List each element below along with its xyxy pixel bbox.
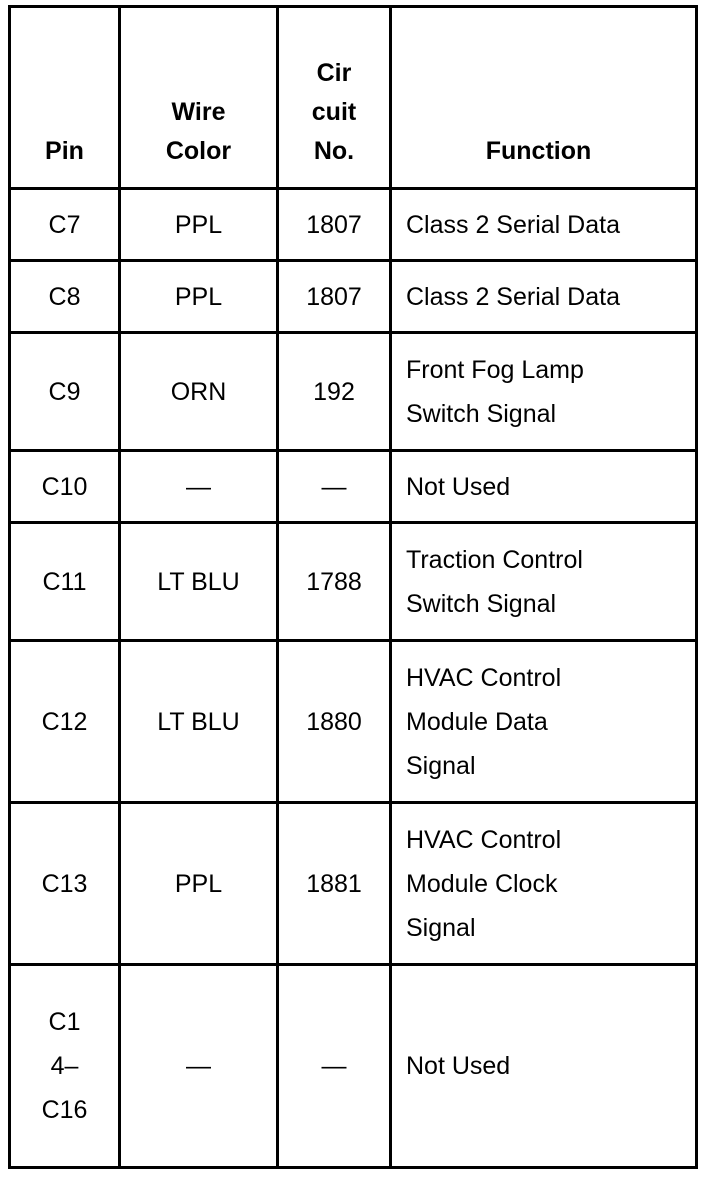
wire-color-cell: [120, 965, 278, 1168]
circuit-cell: [278, 333, 391, 451]
wire-color-cell: [120, 189, 278, 261]
table-row: [10, 965, 697, 1168]
circuit-value: 1807: [306, 210, 362, 239]
circuit-value: 1807: [306, 282, 362, 311]
header-function: [391, 7, 697, 189]
function-line: Traction Control: [406, 545, 583, 574]
circuit-value: 1880: [306, 707, 362, 736]
circuit-cell: [278, 261, 391, 333]
circuit-value: —: [321, 1052, 347, 1080]
circuit-value: 1788: [306, 567, 362, 596]
wire-color-cell: [120, 641, 278, 803]
pin-cell: [10, 965, 120, 1168]
pin-cell: [10, 451, 120, 523]
wire-color-cell: [120, 333, 278, 451]
wire-color-value: —: [186, 472, 211, 501]
table-row: [10, 451, 697, 523]
circuit-value: 1881: [306, 869, 362, 898]
circuit-cell: [278, 641, 391, 803]
header-circuit-no-line: cuit: [311, 98, 357, 126]
function-line: Class 2 Serial Data: [406, 210, 620, 239]
header-wire-color-line: Color: [165, 137, 232, 165]
function-line: Switch Signal: [406, 399, 557, 428]
circuit-value: —: [321, 472, 347, 501]
wire-color-cell: [120, 523, 278, 641]
function-line: Signal: [406, 913, 476, 942]
pin-cell: [10, 261, 120, 333]
table-row: [10, 189, 697, 261]
wire-color-value: —: [186, 1052, 211, 1080]
function-cell: [391, 189, 697, 261]
pin-value-line: 4–: [50, 1052, 79, 1080]
pin-value: C12: [41, 707, 88, 736]
function-line: Module Clock: [406, 869, 558, 898]
circuit-cell: [278, 965, 391, 1168]
wire-color-value: PPL: [174, 210, 223, 239]
wire-color-value: PPL: [174, 869, 223, 898]
pin-cell: [10, 189, 120, 261]
table-row: [10, 261, 697, 333]
pin-value-line: C16: [41, 1096, 88, 1124]
wire-color-value: PPL: [174, 282, 223, 311]
pin-cell: [10, 641, 120, 803]
pin-value: C10: [41, 472, 88, 501]
circuit-cell: [278, 803, 391, 965]
function-line: Module Data: [406, 707, 548, 736]
pin-cell: [10, 523, 120, 641]
pin-value: C11: [42, 567, 87, 596]
function-cell: [391, 261, 697, 333]
function-line: HVAC Control: [406, 663, 562, 692]
function-line: Signal: [406, 751, 476, 780]
header-pin-label: Pin: [45, 137, 84, 165]
function-line: Front Fog Lamp: [406, 355, 584, 384]
wire-color-cell: [120, 451, 278, 523]
wire-color-cell: [120, 803, 278, 965]
function-cell: [391, 451, 697, 523]
function-cell: [391, 965, 697, 1168]
wire-color-value: ORN: [170, 377, 227, 406]
wire-color-value: LT BLU: [157, 567, 240, 596]
pin-value: C9: [48, 377, 81, 406]
pin-cell: [10, 333, 120, 451]
table-row: [10, 803, 697, 965]
header-function-label: Function: [485, 137, 592, 165]
function-cell: [391, 523, 697, 641]
table-row: [10, 333, 697, 451]
header-circuit-no-line: Cir: [316, 59, 352, 87]
table-row: [10, 523, 697, 641]
table-row: [10, 641, 697, 803]
header-wire-color-line: Wire: [171, 98, 226, 126]
circuit-cell: [278, 451, 391, 523]
header-pin: [10, 7, 120, 189]
pin-value: C7: [48, 210, 81, 239]
function-line: Switch Signal: [406, 589, 557, 618]
pin-value: C8: [48, 282, 81, 311]
function-cell: [391, 641, 697, 803]
connector-pinout-table: [8, 5, 698, 1169]
function-line: Not Used: [406, 472, 511, 501]
header-row: [10, 7, 697, 189]
circuit-cell: [278, 523, 391, 641]
header-circuit-no-line: No.: [313, 137, 355, 165]
function-cell: [391, 803, 697, 965]
circuit-value: 192: [313, 377, 355, 406]
pin-value: C13: [41, 869, 88, 898]
function-line: HVAC Control: [406, 825, 562, 854]
pin-cell: [10, 803, 120, 965]
function-line: Class 2 Serial Data: [406, 282, 620, 311]
pin-value-line: C1: [48, 1008, 81, 1036]
wire-color-value: LT BLU: [157, 707, 240, 736]
function-cell: [391, 333, 697, 451]
function-line: Not Used: [406, 1052, 511, 1080]
wire-color-cell: [120, 261, 278, 333]
header-wire-color: [120, 7, 278, 189]
header-circuit-no: [278, 7, 391, 189]
circuit-cell: [278, 189, 391, 261]
